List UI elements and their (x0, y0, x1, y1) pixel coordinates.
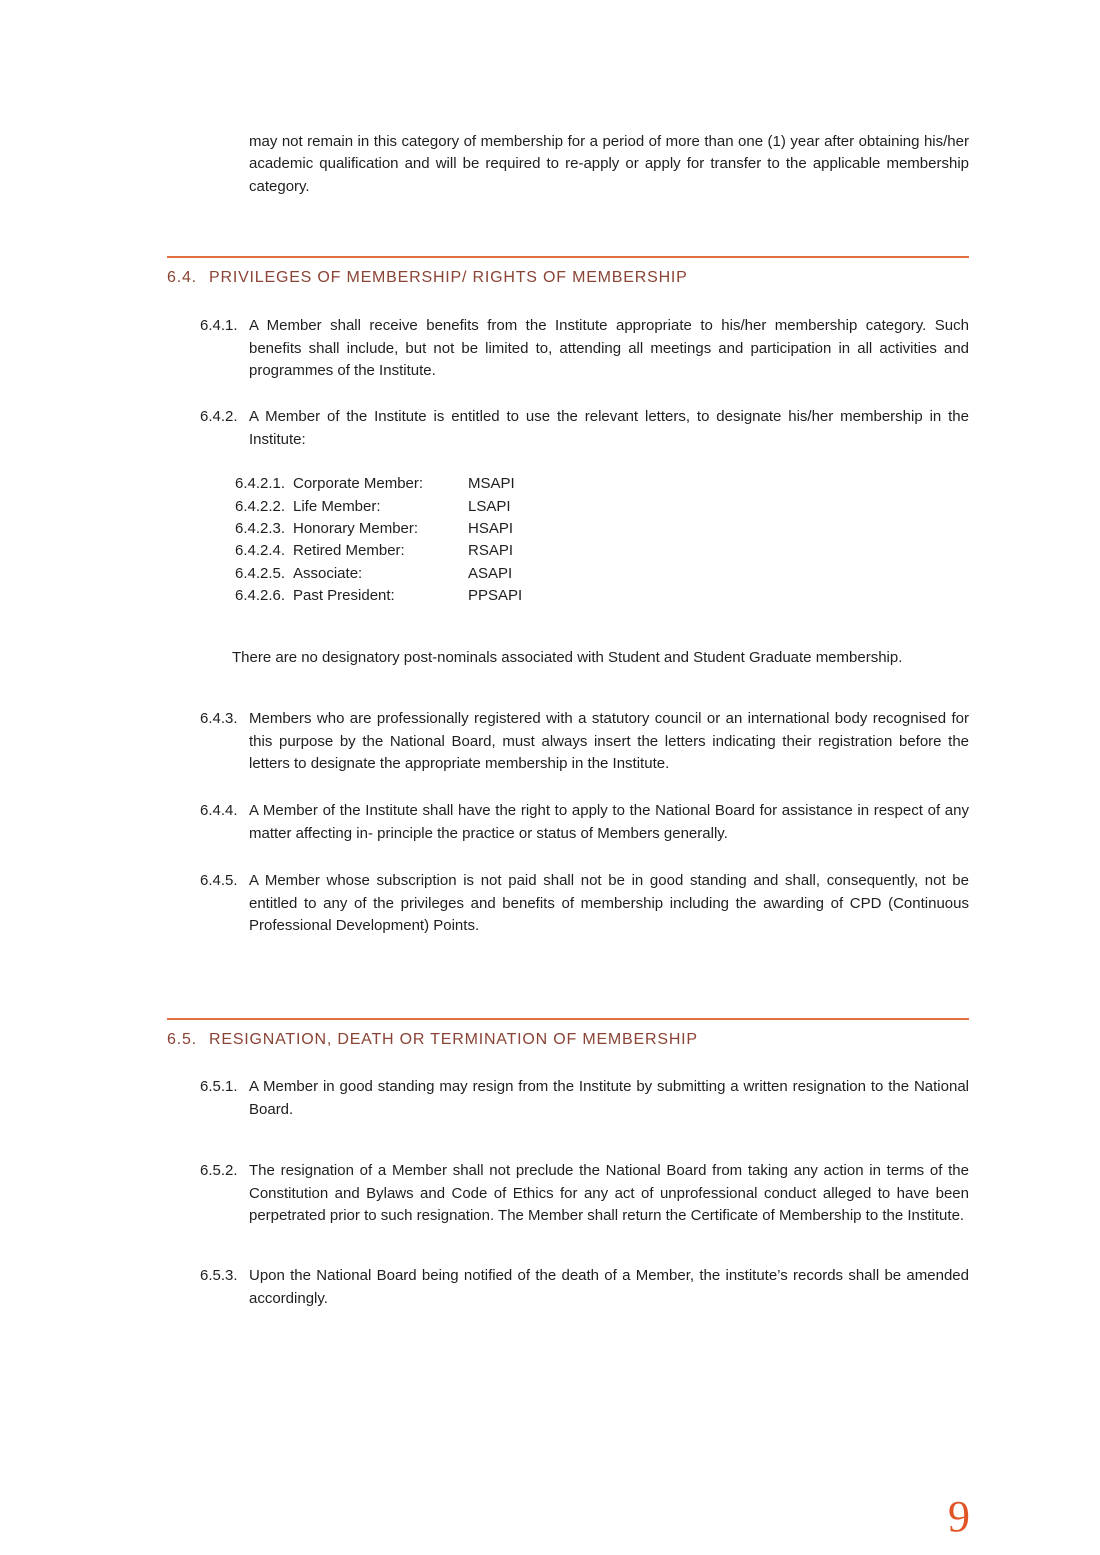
clause-number: 6.4.1. (200, 317, 238, 335)
clause-6-4-4 (167, 800, 969, 845)
clause-text: The resignation of a Member shall not preclude the National Board from taking any action in terms of the Constitution and Bylaws and Code of Ethics for any act of unprofessional conduct alleged to have been perpetrated prior to such resignation. The Member shall return the Certificate of Membership to the Institute. (249, 1162, 969, 1224)
designation-code: RSAPI (468, 542, 514, 560)
section-heading-6-5 (167, 1029, 969, 1051)
designation-number: 6.4.2.3. (235, 520, 286, 538)
section-divider (167, 1018, 969, 1020)
designation-row (235, 496, 969, 518)
designation-row (235, 518, 969, 540)
designation-row (235, 585, 969, 607)
designation-row (235, 473, 969, 495)
clause-number: 6.5.2. (200, 1162, 238, 1180)
designation-number: 6.4.2.2. (235, 497, 286, 515)
designation-code: MSAPI (468, 475, 515, 493)
designation-code: LSAPI (468, 497, 511, 515)
clause-number: 6.4.5. (200, 872, 238, 890)
clause-text: Upon the National Board being notified of the death of a Member, the institute’s records shall be amended accordingly. (249, 1267, 969, 1307)
clause-6-4-5 (167, 870, 969, 937)
clause-6-4-2 (167, 406, 969, 451)
clause-text: A Member in good standing may resign from the Institute by submitting a written resignation to the National Board. (249, 1078, 969, 1118)
designation-list (167, 473, 969, 607)
clause-number: 6.5.1. (200, 1078, 238, 1096)
clause-text: A Member of the Institute shall have the right to apply to the National Board for assistance in respect of any matter affecting in- principle the practice or status of Members generally. (249, 802, 969, 842)
clause-text: Members who are professionally registered with a statutory council or an international body recognised for this purpose by the National Board, must always insert the letters indicating their registration before the letters to designate the appropriate membership in the Institute. (249, 710, 969, 772)
designation-label: Life Member: (293, 497, 381, 515)
designation-label: Honorary Member: (293, 520, 419, 538)
clause-6-4-1 (167, 315, 969, 382)
clause-number: 6.4.4. (200, 802, 238, 820)
clause-6-5-2 (167, 1160, 969, 1227)
section-divider (167, 256, 969, 258)
section-title: RESIGNATION, DEATH OR TERMINATION OF MEMBERSHIP (209, 1031, 698, 1049)
section-number: 6.4. (167, 269, 197, 287)
intro-paragraph: may not remain in this category of membership for a period of more than one (1) year after obtaining his/her academic qualification and will be required to re-apply or apply for transfer to the applicable membership category. (249, 133, 969, 195)
designation-number: 6.4.2.5. (235, 564, 286, 582)
designation-code: ASAPI (468, 564, 513, 582)
clause-6-5-3 (167, 1265, 969, 1310)
designation-label: Retired Member: (293, 542, 405, 560)
clause-text: A Member of the Institute is entitled to use the relevant letters, to designate his/her membership in the Institute: (249, 408, 969, 448)
page-content (167, 0, 969, 1310)
designation-number: 6.4.2.4. (235, 542, 286, 560)
note-paragraph: There are no designatory post-nominals associated with Student and Student Graduate membership. (232, 648, 903, 666)
designation-label: Past President: (293, 587, 395, 605)
designation-number: 6.4.2.1. (235, 475, 286, 493)
clause-text: A Member shall receive benefits from the Institute appropriate to his/her membership category. Such benefits shall include, but not be limited to, attending all meetings and participation in all activities and programmes of the Institute. (249, 317, 969, 380)
section-heading-6-4 (167, 267, 969, 289)
clause-number: 6.4.2. (200, 408, 238, 426)
clause-6-5-1 (167, 1076, 969, 1121)
designation-code: PPSAPI (468, 587, 523, 605)
section-title: PRIVILEGES OF MEMBERSHIP/ RIGHTS OF MEMBERSHIP (209, 269, 688, 287)
designation-label: Associate: (293, 564, 363, 582)
section-number: 6.5. (167, 1031, 197, 1049)
clause-text: A Member whose subscription is not paid shall not be in good standing and shall, consequently, not be entitled to any of the privileges and benefits of membership including the awarding of CPD (Continuous Professional Development) Points. (249, 872, 969, 934)
clause-number: 6.4.3. (200, 710, 238, 728)
clause-number: 6.5.3. (200, 1267, 238, 1285)
clause-6-4-3 (167, 708, 969, 775)
designation-row (235, 540, 969, 562)
designation-label: Corporate Member: (293, 475, 424, 493)
designation-number: 6.4.2.6. (235, 587, 286, 605)
designation-row (235, 563, 969, 585)
page-number: 9 (948, 1492, 970, 1541)
designation-code: HSAPI (468, 520, 514, 538)
